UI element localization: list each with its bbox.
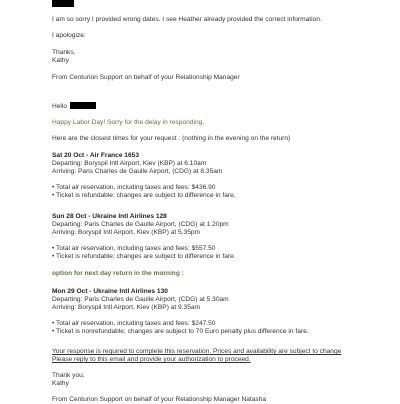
flight-2-total: • Total air reservation, including taxes and fees: $557.50 bbox=[52, 245, 216, 252]
reply-line-1: I am so sorry I provided wrong dates. I see Heather already provided the correct information. bbox=[52, 16, 322, 23]
greeting-text: Hello bbox=[52, 103, 68, 110]
thank-you: Thank you, bbox=[52, 372, 85, 379]
footer-from: From Centurion Support on behalf of your Relationship Manager Natasha bbox=[52, 396, 267, 403]
flight-3-depart: Departing: Paris Charles de Gaulle Airport, (CDG) at 5.30am bbox=[52, 296, 229, 303]
flight-2-arrive: Arriving: Boryspil Intl Airport, Kiev (KBP) at 5.35pm bbox=[52, 229, 201, 236]
reply-line-2: I apologize. bbox=[52, 32, 86, 39]
flight-1-depart: Departing: Boryspil Intl Airport, Kiev (KBP) at 6.10am bbox=[52, 160, 207, 167]
flight-1-header: Sat 20 Oct - Air France 1653 bbox=[52, 152, 139, 159]
flight-2-depart: Departing: Paris Charles de Gaulle Airport, (CDG) at 1.20pm bbox=[52, 221, 229, 228]
flight-2-ticket: • Ticket is refundable; changes are subject to difference in fare. bbox=[52, 253, 236, 260]
flight-3-arrive: Arriving: Boryspil Intl Airport, Kiev (KBP) at 9.35am bbox=[52, 304, 201, 311]
flight-1-arrive: Arriving: Paris Charles de Gaulle Airport, (CDG) at 8.35am bbox=[52, 168, 223, 175]
response-required-2: Please reply to this email and provide your authorization to proceed. bbox=[52, 356, 251, 363]
reply-name: Kathy bbox=[52, 57, 69, 64]
reply-from: From Centurion Support on behalf of your Relationship Manager bbox=[52, 74, 240, 81]
flight-3-header: Mon 29 Oct - Ukraine Intl Airlines 130 bbox=[52, 288, 168, 295]
flight-3-ticket: • Ticket is nonrefundable; changes are subject to 70 Euro penalty plus difference in fare. bbox=[52, 328, 309, 335]
flight-3-total: • Total air reservation, including taxes and fees: $247.50 bbox=[52, 320, 216, 327]
flight-1-total: • Total air reservation, including taxes and fees: $436.90 bbox=[52, 184, 216, 191]
reply-thanks: Thanks, bbox=[52, 49, 76, 56]
flight-1-ticket: • Ticket is refundable; changes are subject to difference in fare. bbox=[52, 192, 236, 199]
redaction-name bbox=[70, 102, 96, 109]
intro-line: Here are the closest times for your request : (nothing in the evening on the return) bbox=[52, 135, 291, 142]
redaction-top bbox=[52, 0, 74, 7]
labor-day-line: Happy Labor Day! Sorry for the delay in responding. bbox=[52, 119, 205, 126]
greeting bbox=[52, 102, 96, 111]
flight-2-header: Sun 28 Oct - Ukraine Intl Airlines 128 bbox=[52, 213, 167, 220]
response-required-1: Your response is required to complete this reservation. Prices and availability are subject to change bbox=[52, 348, 342, 355]
footer-name: Kathy bbox=[52, 380, 69, 387]
option-next-day: option for next day return in the morning : bbox=[52, 270, 184, 277]
